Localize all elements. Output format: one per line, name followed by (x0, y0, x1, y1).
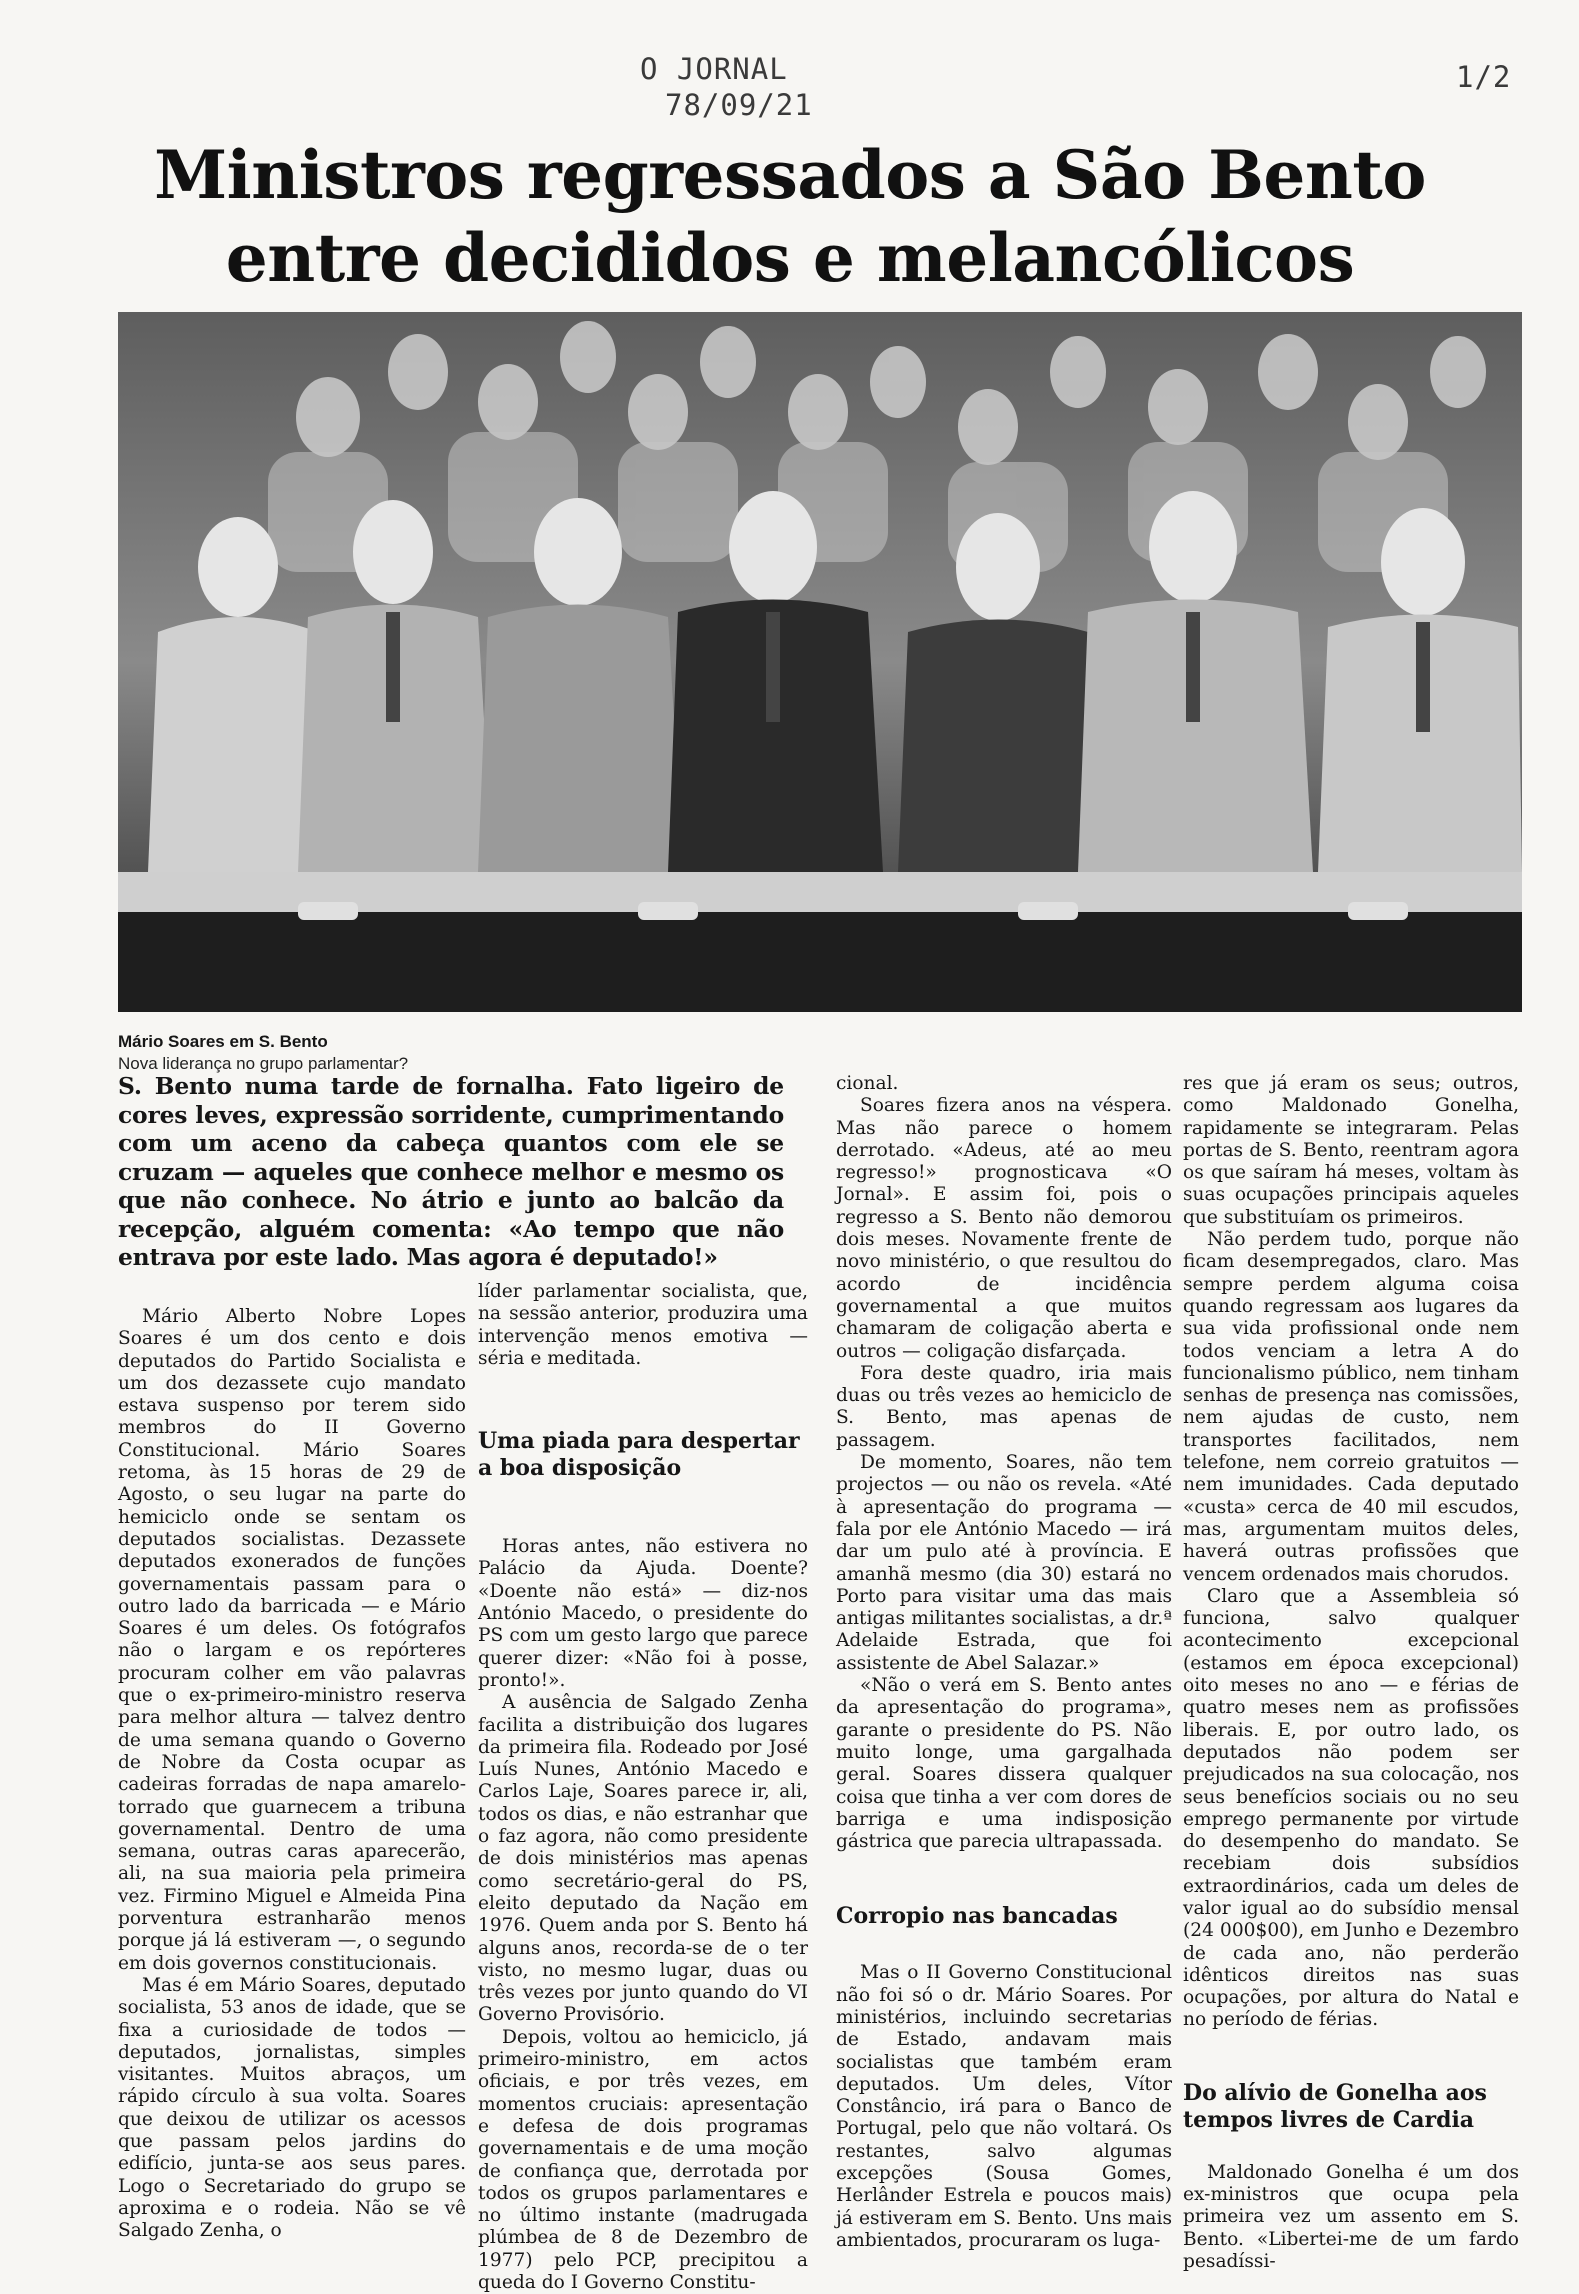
subheading: Corropio nas bancadas (836, 1903, 1118, 1930)
subheading: Uma piada para despertar a boa disposição (478, 1428, 800, 1482)
page-number-stamp: 1/2 (1456, 60, 1512, 94)
paragraph: Horas antes, não estivera no Palácio da Ajuda. Doente? «Doente não está» — diz-nos António Macedo, o presidente do PS com um gesto largo que parece querer dizer: «Não foi à posse, pronto!». (478, 1536, 808, 1691)
archive-source-stamp: O JORNAL (640, 52, 788, 86)
paragraph: Claro que a Assembleia só funciona, salvo qualquer acontecimento excepcional (estamos em época excepcional) oito meses no ano — e férias de quatro meses nem as profissões liberais. E, por outro lado, os deputados não podem ser prejudicados na sua colocação, nos seus benefícios sociais ou no seu emprego permanente por virtude do desempenho do mandato. Se recebiam dois subsídios extraordinários, cada um deles de valor igual ao do subsídio mensal (24 000$00), em Junho e Dezembro de cada ano, não perderão idênticos direitos nas suas ocupações, por altura do Natal e no período de férias. (1183, 1585, 1519, 2031)
paragraph: Fora deste quadro, iria mais duas ou três vezes ao hemiciclo de S. Bento, mas apenas de passagem. (836, 1362, 1172, 1451)
photo-group-of-deputies (118, 312, 1522, 1012)
paragraph: Não perdem tudo, porque não ficam desempregados, claro. Mas sempre perdem alguma coisa quando regressam aos lugares da sua vida profissional onde nem todos venciam a letra A do funcionalismo público, nem tinham senhas de presença nas comissões, nem ajudas de custo, nem transportes facilitados, nem telefone, nem correio gratuitos — nem imunidades. Cada deputado «custa» cerca de 40 mil escudos, mas, argumentam muitos deles, haverá outras profissões que vencem ordenados mais chorudos. (1183, 1229, 1519, 1585)
paragraph: Soares fizera anos na véspera. Mas não parece o homem derrotado. «Adeus, até ao meu regresso!» prognosticava «O Jornal». E assim foi, pois o regresso a S. Bento não demorou dois meses. Novamente frente de novo ministério, o que resultou do acordo de incidência governamental a que muitos chamaram de coligação aberta e outros — coligação disfarçada. (836, 1095, 1172, 1362)
paragraph: Mas é em Mário Soares, deputado socialista, 53 anos de idade, que se fixa a curiosidade de todos — deputados, jornalistas, simples visitantes. Muitos abraços, um rápido círculo à sua volta. Soares que deixou de utilizar os acessos que passam pelos jardins do edifício, junta-se aos seus pares. Logo o Secretariado do grupo se aproxima e o rodeia. Não se vê Salgado Zenha, o (118, 1974, 466, 2242)
paragraph: Mário Alberto Nobre Lopes Soares é um dos cento e dois deputados do Partido Socialista e um dos dezassete cujo mandato estava suspenso por terem sido membros do II Governo Constitucional. Mário Soares retoma, às 15 horas de 29 de Agosto, o seu lugar na parte do hemiciclo onde se sentam os deputados socialistas. Dezassete deputados exonerados de funções governamentais passam para o outro lado da barricada — e Mário Soares é um deles. Os fotógrafos não o largam e os repórteres procuram colher em vão palavras que o ex-primeiro-ministro reserva para melhor altura — talvez dentro de uma semana quando o Governo de Nobre da Costa ocupar as cadeiras forradas de napa amarelo-torrado que guarnecem a tribuna governamental. Dentro de uma semana, outras caras aparecerão, ali, na sua maioria pela primeira vez. Firmino Miguel e Almeida Pina porventura estranharão menos porque já lá estiveram —, o segundo em dois governos constitucionais. (118, 1306, 466, 1974)
paragraph: res que já eram os seus; outros, como Maldonado Gonelha, rapidamente se integraram. Pelas portas de S. Bento, reentram agora os que saíram há meses, voltam às suas ocupações principais aqueles que substituíam os primeiros. (1183, 1073, 1519, 1228)
paragraph: Depois, voltou ao hemiciclo, já primeiro-ministro, em actos oficiais, e por três vezes, em momentos cruciais: apresentação e defesa de dois programas governamentais e de uma moção de confiança que, derrotada por todos os grupos parlamentares e no último instante (madrugada plúmbea de 8 de Dezembro de 1977) pelo PCP, precipitou a queda do I Governo Constitu- (478, 2026, 808, 2293)
paragraph: A ausência de Salgado Zenha facilita a distribuição dos lugares da primeira fila. Rodeado por José Luís Nunes, António Macedo e Carlos Laje, Soares parece ir, ali, todos os dias, e não estranhar que o faz agora, não como presidente de dois ministérios mas apenas como secretário-geral do PS, eleito deputado da Nação em 1976. Quem anda por S. Bento há alguns anos, recorda-se de o ter visto, no mesmo lugar, duas ou três vezes por junto quando do VI Governo Provisório. (478, 1692, 808, 2026)
article-column-1 (118, 1306, 466, 2242)
article-column-3 (836, 1073, 1172, 2252)
subheading: Do alívio de Gonelha aos tempos livres de Cardia (1183, 2079, 1487, 2133)
article-column-4 (1183, 1073, 1519, 2273)
paragraph: líder parlamentar socialista, que, na sessão anterior, produzira uma intervenção menos emotiva — séria e meditada. (478, 1281, 808, 1369)
lead-paragraph: S. Bento numa tarde de fornalha. Fato ligeiro de cores leves, expressão sorridente, cumprimentando com um aceno da cabeça quantos com ele se cruzam — aqueles que conhece melhor e mesmo os que não conhece. No átrio e junto ao balcão da recepção, alguém comenta: «Ao tempo que não entrava por este lado. Mas agora é deputado!» (118, 1072, 784, 1271)
headline-line-1: Ministros regressados a São Bento (154, 136, 1426, 214)
paragraph: Mas o II Governo Constitucional não foi só o dr. Mário Soares. Por ministérios, incluindo secretarias de Estado, andavam mais socialistas que também eram deputados. Um deles, Vítor Constâncio, irá para o Banco de Portugal, pelo que não voltará. Os restantes, salvo algumas excepções (Sousa Gomes, Herlânder Estrela e poucos mais) já estiveram em S. Bento. Uns mais ambientados, procuraram os luga- (836, 1962, 1172, 2251)
article-column-2 (478, 1281, 808, 2294)
photo-caption-subtitle: Nova liderança no grupo parlamentar? (118, 1054, 409, 1073)
photo-caption-title: Mário Soares em S. Bento (118, 1032, 328, 1051)
paragraph: cional. (836, 1073, 899, 1094)
news-photo (118, 312, 1522, 1012)
archive-date-stamp: 78/09/21 (665, 88, 813, 122)
paragraph: «Não o verá em S. Bento antes da apresentação do programa», garante o presidente do PS. Não muito longe, uma gargalhada geral. Soares dissera qualquer coisa que tinha a ver com dores de barriga e uma indisposição gástrica que parecia ultrapassada. (836, 1675, 1172, 1853)
paragraph: Maldonado Gonelha é um dos ex-ministros que ocupa pela primeira vez um assento em S. Bento. «Libertei-me de um fardo pesadíssi- (1183, 2161, 1519, 2272)
paragraph: De momento, Soares, não tem projectos — ou não os revela. «Até à apresentação do programa — fala por ele António Macedo — irá dar um pulo até à província. E amanhã mesmo (dia 30) estará no Porto para visitar uma das mais antigas militantes socialistas, a dr.ª Adelaide Estrada, que foi assistente de Abel Salazar.» (836, 1452, 1172, 1674)
headline-line-2: entre decididos e melancólicos (225, 219, 1355, 297)
